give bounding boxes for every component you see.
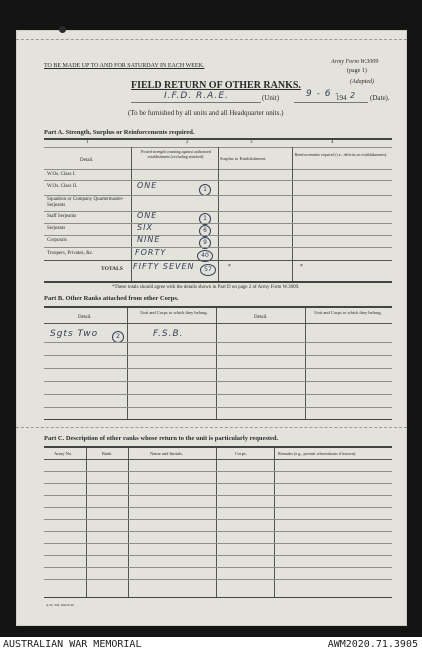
part-c-row-rule — [44, 495, 392, 496]
date-label: (Date). — [370, 94, 390, 102]
part-c-col-header: Army No. — [54, 451, 73, 456]
row-number-handwritten: 9 — [199, 237, 211, 249]
col-header-surplus: Surplus to Establishment. — [220, 156, 267, 161]
part-b-row-rule — [44, 381, 392, 382]
part-b-row-rule — [44, 342, 392, 343]
part-b-col-header: Detail. — [78, 315, 92, 320]
totals-handwritten: FIFTY SEVEN — [133, 262, 195, 271]
part-c-col-header: Rank. — [102, 451, 113, 456]
part-b-row-rule — [44, 394, 392, 395]
part-b-header-rule — [44, 323, 392, 324]
part-c-row-rule — [44, 483, 392, 484]
part-c-col-header: Corps. — [235, 451, 247, 456]
form-number: Army Form W.3009 — [331, 59, 379, 65]
row-rule — [44, 260, 392, 261]
part-a-footnote: *These totals should agree with the details shown in Part D on page 2 of Army Form W.3009. — [112, 285, 300, 290]
part-c-top-rule — [44, 446, 392, 448]
form-adapted: (Adapted) — [350, 79, 374, 85]
row-number-handwritten: 6 — [199, 225, 211, 237]
row-rule — [44, 223, 392, 224]
part-a-col-divider-2 — [218, 147, 219, 282]
unit-underline — [131, 102, 261, 103]
row-label: Squadron or Company Quartermaster-Serjeants — [47, 197, 124, 208]
col-header-reinforcements: Reinforcements required (i.e., deficits on establishments). — [294, 152, 388, 157]
part-c-row-rule — [44, 543, 392, 544]
unit-label: (Unit) — [262, 94, 280, 102]
asterisk-marker: * — [300, 264, 303, 270]
punch-hole — [59, 26, 66, 33]
top-note: TO BE MADE UP TO AND FOR SATURDAY IN EACH WEEK. — [44, 63, 205, 69]
col-header-posted: Posted strength counting against authorized establishment (excluding attached). — [141, 149, 211, 159]
part-c-row-rule — [44, 507, 392, 508]
part-c-row-rule — [44, 531, 392, 532]
part-c-bottom-rule — [44, 597, 392, 598]
row-rule — [44, 195, 392, 196]
part-b-entry-corps: F.S.B. — [153, 329, 184, 339]
row-number-handwritten: 1 — [199, 213, 211, 225]
year-handwritten: 2 — [350, 91, 357, 100]
perforation-line-middle — [16, 427, 407, 428]
part-c-row-rule — [44, 555, 392, 556]
part-c-row-rule — [44, 579, 392, 580]
form-page: (page 1) — [347, 68, 367, 74]
row-rule — [44, 180, 392, 181]
row-label: Serjeants — [47, 226, 66, 231]
part-a-top-rule — [44, 138, 392, 140]
furnished-note: (To be furnished by all units and all Headquarter units.) — [128, 109, 284, 117]
col-header-detail: Detail. — [80, 158, 94, 163]
part-b-col-header: Unit and Corps to which they belong. — [314, 310, 382, 315]
part-b-heading: Part B. Other Ranks attached from other Corps. — [44, 295, 179, 302]
row-rule — [44, 211, 392, 212]
part-b-col-divider — [216, 308, 217, 420]
part-c-row-rule — [44, 519, 392, 520]
row-label: Troopers, Privates, &c. — [47, 251, 94, 256]
row-label: W.Os. Class II. — [47, 184, 78, 189]
part-c-col-header: Name and Initials. — [150, 451, 184, 456]
row-value-handwritten: FORTY — [135, 248, 167, 257]
part-c-row-rule — [44, 471, 392, 472]
part-c-header-rule — [44, 459, 392, 460]
date-handwritten: 9 - 6 - — [306, 89, 340, 99]
totals-label: TOTALS — [101, 266, 123, 272]
col-number-2: 2 — [186, 140, 189, 145]
row-rule — [44, 247, 392, 248]
row-label: Staff Serjeants — [47, 214, 77, 219]
totals-number-handwritten: 57 — [200, 264, 216, 276]
year-prefix: 194 — [336, 94, 347, 102]
part-a-heading: Part A. Strength, Surplus or Reinforcements required. — [44, 129, 195, 136]
footer-accession-number: AWM2020.71.3905 — [327, 639, 418, 650]
part-b-col-header: Detail. — [254, 315, 268, 320]
col-number-4: 4 — [331, 140, 334, 145]
part-b-bottom-rule — [44, 419, 392, 420]
row-value-handwritten: NINE — [137, 235, 161, 244]
row-number-handwritten: 1 — [199, 184, 211, 196]
part-b-row-rule — [44, 355, 392, 356]
part-b-row-rule — [44, 407, 392, 408]
part-b-col-divider — [127, 308, 128, 420]
part-b-col-header: Unit and Corps to which they belong. — [140, 310, 208, 315]
form-title: FIELD RETURN OF OTHER RANKS. — [131, 80, 301, 91]
row-value-handwritten: ONE — [137, 181, 158, 190]
part-b-top-rule — [44, 306, 392, 308]
row-label: Corporals — [47, 238, 67, 243]
part-b-entry-detail: Sgts Two — [50, 329, 99, 339]
part-a-col-divider-1 — [131, 147, 132, 282]
row-number-handwritten: 40 — [197, 250, 213, 262]
col-number-1: 1 — [86, 140, 89, 145]
row-value-handwritten: ONE — [137, 211, 158, 220]
row-label: W.Os. Class I. — [47, 172, 76, 177]
part-c-col-header: Remarks (e.g., present whereabouts if known). — [278, 451, 357, 456]
part-c-row-rule — [44, 567, 392, 568]
part-b-entry-number: 2 — [112, 331, 124, 343]
part-b-col-divider — [305, 308, 306, 420]
col-number-3: 3 — [250, 140, 253, 145]
date-underline — [294, 102, 368, 103]
print-code: A.W. 324 10m 8/40 — [46, 603, 74, 607]
row-rule — [44, 235, 392, 236]
row-value-handwritten: SIX — [137, 223, 153, 232]
part-a-col-divider-3 — [292, 147, 293, 282]
part-b-row-rule — [44, 368, 392, 369]
unit-handwritten: I.F.D. R.A.E. — [164, 91, 229, 101]
perforation-line-top — [16, 39, 407, 40]
part-a-bottom-rule — [44, 281, 392, 283]
footer-institution: AUSTRALIAN WAR MEMORIAL — [3, 639, 142, 650]
asterisk-marker: * — [228, 264, 231, 270]
form-page — [16, 30, 407, 626]
part-c-heading: Part C. Description of other ranks whose return to the unit is particularly requested. — [44, 435, 279, 442]
